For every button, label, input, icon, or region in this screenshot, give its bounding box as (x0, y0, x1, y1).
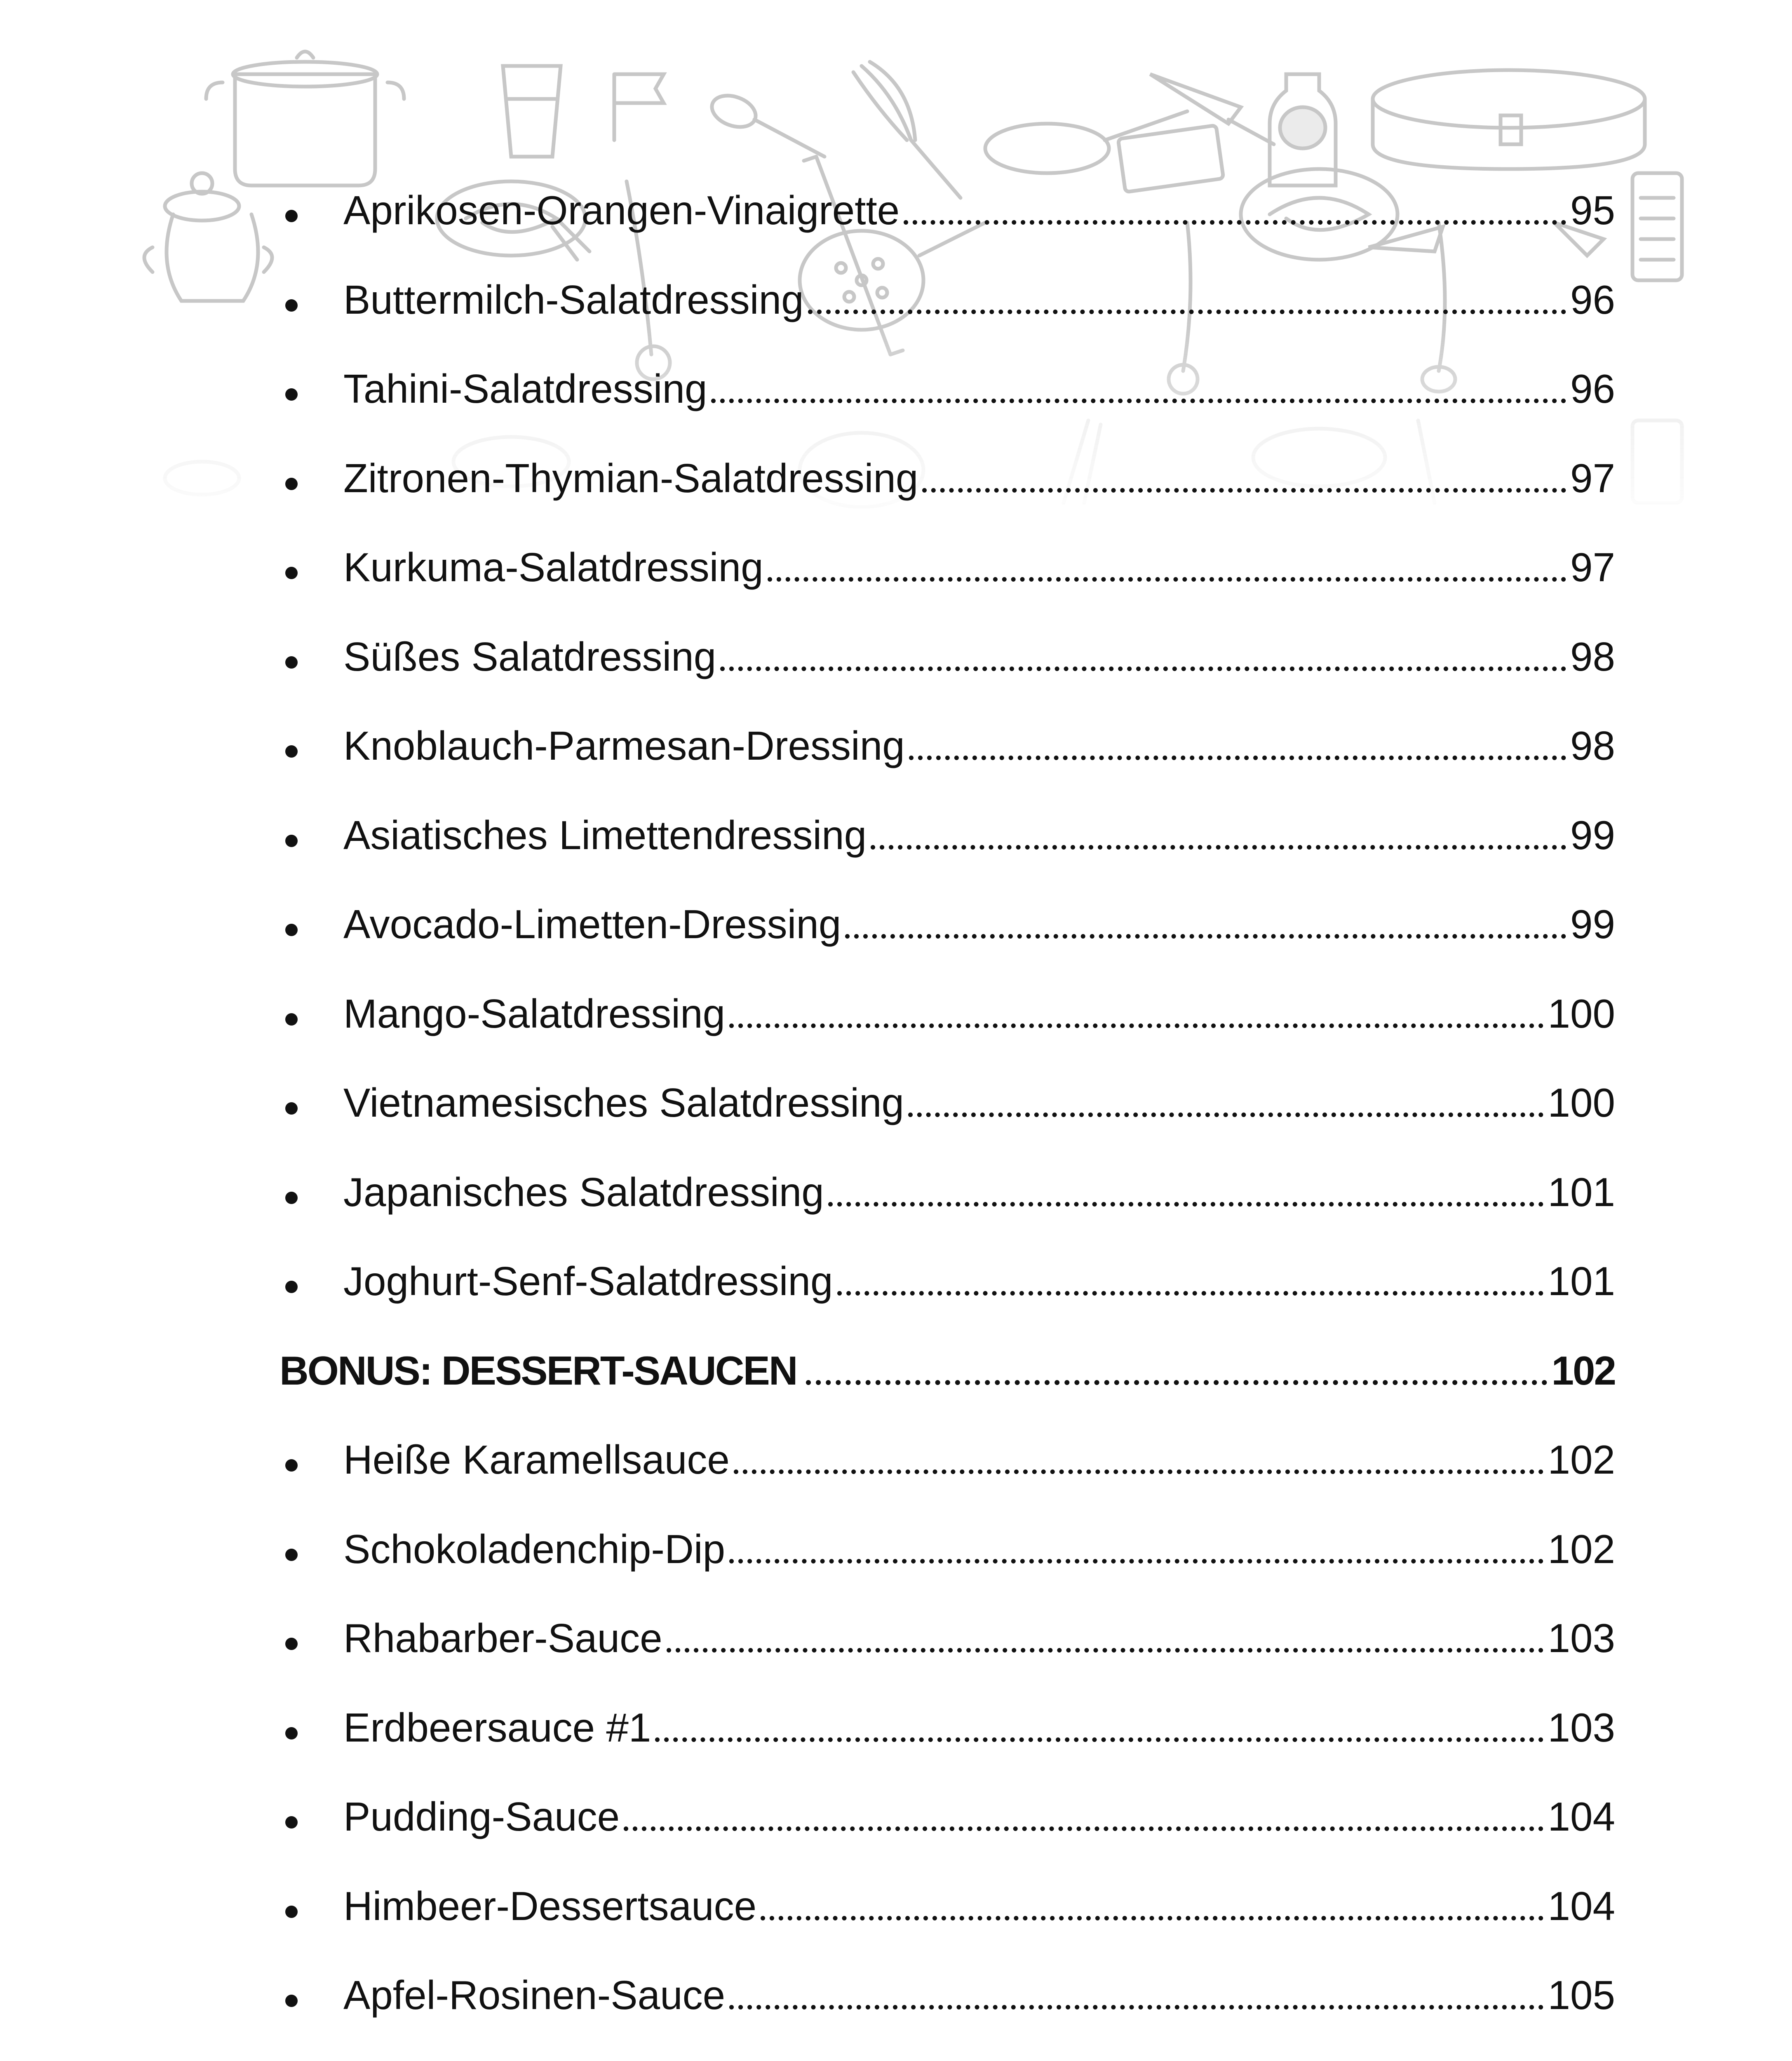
dot-leader (729, 2005, 1543, 2009)
dot-leader (808, 310, 1566, 314)
toc-entry[interactable] (279, 1242, 1615, 1304)
dot-leader (667, 1648, 1544, 1653)
cake-tin-icon (1373, 70, 1645, 169)
bullet-icon (279, 1420, 343, 1482)
dot-leader (908, 1113, 1543, 1117)
bullet-icon (279, 261, 343, 322)
dot-leader (720, 667, 1566, 671)
toc-entry[interactable] (279, 707, 1615, 768)
bullet-icon (279, 1599, 343, 1661)
dot-leader (922, 488, 1566, 493)
toc-entry[interactable] (279, 350, 1615, 411)
section-heading-row[interactable] (279, 1331, 1615, 1393)
bullet-icon (279, 439, 343, 501)
toc-entry-title: Schokoladenchip-Dip (343, 1526, 726, 1572)
toc-entry-title: Buttermilch-Salatdressing (343, 277, 804, 322)
toc-page-number: 96 (1570, 277, 1615, 322)
toc-entry[interactable] (279, 796, 1615, 858)
toc-page-number: 95 (1570, 188, 1615, 233)
toc-page-number: 102 (1551, 1347, 1615, 1393)
toc-entry-title: Vietnamesisches Salatdressing (343, 1080, 904, 1125)
bullet-icon (279, 1688, 343, 1750)
dot-leader (845, 934, 1566, 939)
toc-entry[interactable] (279, 439, 1615, 501)
toc-entry[interactable] (279, 261, 1615, 322)
bullet-icon (279, 350, 343, 411)
toc-entry[interactable] (279, 617, 1615, 679)
bottle-icon (1270, 74, 1336, 185)
bullet-icon (279, 1242, 343, 1304)
toc-entry-title: Knoblauch-Parmesan-Dressing (343, 723, 905, 768)
dot-leader (768, 577, 1566, 582)
toc-entry-title: Avocado-Limetten-Dressing (343, 901, 841, 947)
dot-leader (729, 1559, 1543, 1563)
lidded-jar-icon (144, 173, 272, 301)
toc-entry[interactable] (279, 1420, 1615, 1482)
toc-page-number: 99 (1570, 812, 1615, 858)
toc-entry-title: Pudding-Sauce (343, 1794, 620, 1839)
bullet-icon (279, 1510, 343, 1572)
toc-entry-title: Heiße Karamellsauce (343, 1437, 730, 1482)
bullet-icon (279, 617, 343, 679)
dot-leader (909, 756, 1566, 760)
bullet-icon (279, 1777, 343, 1839)
bullet-icon (279, 796, 343, 858)
toc-page-number: 102 (1548, 1526, 1615, 1572)
toc-entry-title: Japanisches Salatdressing (343, 1169, 824, 1215)
grater-icon (1632, 173, 1682, 280)
toc-page-number: 101 (1548, 1258, 1615, 1304)
knife-icon (1150, 74, 1274, 144)
toc-entry-title: Tahini-Salatdressing (343, 366, 707, 411)
toc-entry[interactable] (279, 1867, 1615, 1929)
frying-pan-icon (985, 111, 1187, 173)
toc-page-number: 101 (1548, 1169, 1615, 1215)
bullet-icon (279, 974, 343, 1036)
toc-entry[interactable] (279, 1956, 1615, 2018)
toc-entry[interactable] (279, 171, 1615, 233)
toc-page-number: 97 (1570, 545, 1615, 590)
toc-page-number: 103 (1548, 1704, 1615, 1750)
toc-entry-title: Asiatisches Limettendressing (343, 812, 867, 858)
dot-leader (837, 1291, 1544, 1296)
bullet-icon (279, 885, 343, 947)
toc-entry[interactable] (279, 974, 1615, 1036)
toc-entry[interactable] (279, 1063, 1615, 1125)
bullet-icon (279, 1063, 343, 1125)
toc-page-number: 104 (1548, 1883, 1615, 1929)
dot-leader (624, 1826, 1543, 1831)
toc-entry[interactable] (279, 1777, 1615, 1839)
toc-entry[interactable] (279, 885, 1615, 947)
toc-entry[interactable] (279, 2045, 1615, 2061)
dot-leader (729, 1023, 1543, 1028)
dot-leader (828, 1202, 1544, 1207)
toc-page-number: 98 (1570, 723, 1615, 768)
toc-page-number: 104 (1548, 1794, 1615, 1839)
toc-entry-title: Kurkuma-Salatdressing (343, 545, 763, 590)
bullet-icon (279, 1956, 343, 2018)
toc-page-number: 103 (1548, 1615, 1615, 1661)
toc-page-number: 96 (1570, 366, 1615, 411)
toc-page-number: 98 (1570, 634, 1615, 679)
dot-leader (711, 399, 1566, 403)
toc-entry[interactable] (279, 1688, 1615, 1750)
toc-entry-title: Rhabarber-Sauce (343, 1615, 662, 1661)
toc-page-number: 105 (1548, 1972, 1615, 2018)
toc-entry-title: Apfel-Rosinen-Sauce (343, 1972, 726, 2018)
dot-leader (655, 1737, 1543, 1742)
toc-entry-title: Erdbeersauce #1 (343, 1704, 651, 1750)
glass-icon (503, 66, 561, 157)
toc-page-number: 97 (1570, 455, 1615, 501)
toc-entry[interactable] (279, 528, 1615, 590)
toc-page-number: 102 (1548, 1437, 1615, 1482)
cooking-pot-icon (206, 52, 404, 185)
dot-leader (806, 1380, 1548, 1385)
bullet-icon (279, 2045, 343, 2061)
toc-entry-title: Süßes Salatdressing (343, 634, 716, 679)
toc-entry[interactable] (279, 1510, 1615, 1572)
dot-leader (871, 845, 1566, 850)
toc-entry-title: Joghurt-Senf-Salatdressing (343, 1258, 833, 1304)
dot-leader (761, 1916, 1543, 1920)
section-heading-title: BONUS: DESSERT-SAUCEN (279, 1347, 797, 1393)
bullet-icon (279, 528, 343, 590)
toc-page-number: 100 (1548, 991, 1615, 1036)
bullet-icon (279, 707, 343, 768)
toc-entry-title: Aprikosen-Orangen-Vinaigrette (343, 188, 900, 233)
bullet-icon (279, 1867, 343, 1929)
toc-page-number: 100 (1548, 1080, 1615, 1125)
toc-entry[interactable] (279, 1599, 1615, 1661)
bullet-icon (279, 1153, 343, 1215)
toc-entry-title: Zitronen-Thymian-Salatdressing (343, 455, 918, 501)
dot-leader (734, 1469, 1544, 1474)
spoon-icon (707, 90, 824, 157)
toc-page-number: 99 (1570, 901, 1615, 947)
toc-entry-title: Himbeer-Dessertsauce (343, 1883, 757, 1929)
bullet-icon (279, 171, 343, 233)
toc-entry-title: Mango-Salatdressing (343, 991, 726, 1036)
dot-leader (904, 220, 1566, 225)
toc-entry[interactable] (279, 1153, 1615, 1215)
